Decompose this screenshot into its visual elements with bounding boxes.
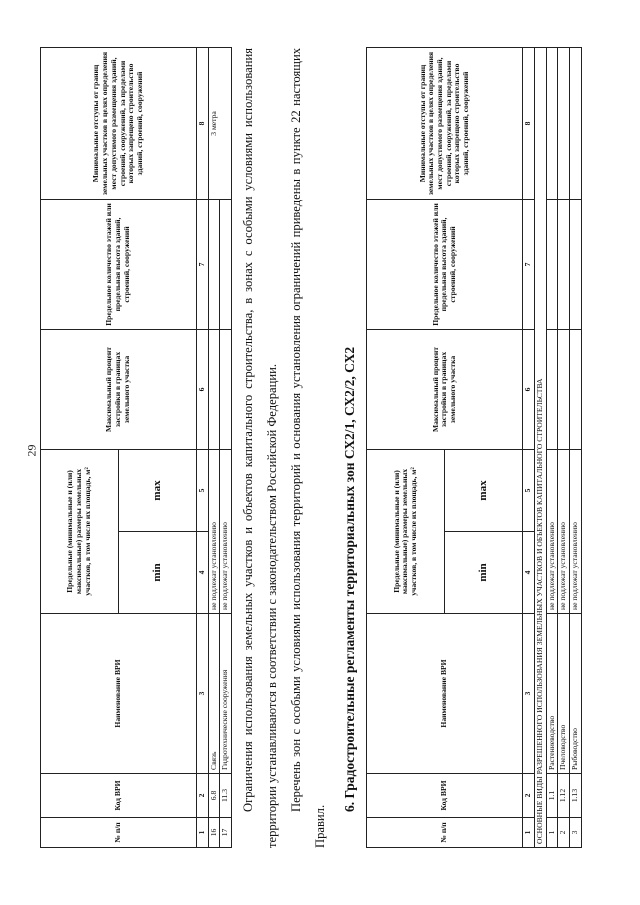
regulations-table-1 (40, 47, 232, 848)
col-number: 3 (523, 614, 535, 774)
col-header-size: Предельные (минимальные и (или) максимальные) размеры земельных участков, в том числе их площадь, м² (367, 449, 445, 613)
col-header-code: Код ВРИ (41, 774, 197, 818)
page-number: 29 (24, 444, 39, 457)
col-header-name: Наименование ВРИ (367, 614, 523, 774)
col-header-max: max (445, 449, 523, 531)
col-number: 1 (197, 818, 209, 848)
restrictions-paragraph: Ограничения использования земельных участков и объектов капитального строительства, в зонах с особыми условиями использования территории устанавливаются в соответствии с законодательством Российской Федерации. (241, 48, 280, 848)
col-header-setback: Минимальные отступы от границ земельных участков в целях определения мест допустимого размещения зданий, строений, сооружений, за пределами которых запрещено строительство зданий, строений, сооружений (367, 47, 523, 199)
col-header-code: Код ВРИ (367, 774, 523, 818)
section-heading: 6. Градостроительные регламенты территориальных зон СХ2/1, СХ2/2, СХ2 (342, 346, 358, 812)
col-header-setback: Минимальные отступы от границ земельных участков в целях определения мест допустимого размещения зданий, строений, сооружений, за пределами которых запрещено строительство зданий, строений, сооружений (41, 47, 197, 199)
col-header-num: № п/п (367, 818, 523, 848)
col-header-max: max (119, 449, 197, 531)
col-header-name: Наименование ВРИ (41, 614, 197, 774)
col-number: 6 (197, 329, 209, 449)
rotated-content (40, 48, 600, 848)
col-number: 5 (523, 449, 535, 531)
col-number: 8 (197, 47, 209, 199)
section-row (534, 47, 546, 847)
col-number: 1 (523, 818, 535, 848)
col-number: 7 (523, 199, 535, 329)
col-header-size: Предельные (минимальные и (или) максимальные) размеры земельных участков, в том числе их площадь, м² (41, 449, 119, 613)
col-header-num: № п/п (41, 818, 197, 848)
table-row: 17 11.3 Гидротехнические сооружения не подлежат установлению (220, 47, 232, 847)
table-row: 16 6.8 Связь не подлежат установлению 3 метра (208, 47, 220, 847)
col-number: 5 (197, 449, 209, 531)
table-row: 3 1.13 Рыбоводство не подлежат установлению (570, 47, 582, 847)
zones-paragraph: Перечень зон с особыми условиями использования территорий и основания установления ограничений приведены в пункте 22 настоящих Правил. (289, 48, 328, 848)
col-number: 2 (523, 774, 535, 818)
regulations-table-2 (366, 47, 582, 848)
setback-value: 3 метра (208, 47, 231, 199)
table-row: 2 1.12 Пчеловодство не подлежат установлению (558, 47, 570, 847)
col-number: 6 (523, 329, 535, 449)
col-number: 2 (197, 774, 209, 818)
col-header-percent: Максимальный процент застройки в границах земельного участка (367, 329, 523, 449)
col-header-min: min (119, 532, 197, 614)
col-number: 4 (197, 532, 209, 614)
col-header-floors: Предельное количество этажей или предельная высота зданий, строений, сооружений (367, 199, 523, 329)
col-number: 4 (523, 532, 535, 614)
col-number: 3 (197, 614, 209, 774)
col-number: 7 (197, 199, 209, 329)
col-header-floors: Предельное количество этажей или предельная высота зданий, строений, сооружений (41, 199, 197, 329)
col-header-min: min (445, 532, 523, 614)
section-label: ОСНОВНЫЕ ВИДЫ РАЗРЕШЕННОГО ИСПОЛЬЗОВАНИЯ ЗЕМЕЛЬНЫХ УЧАСТКОВ И ОБЪЕКТОВ КАПИТАЛЬНОГО СТРОИТЕЛЬСТВА (534, 47, 546, 847)
col-number: 8 (523, 47, 535, 199)
table-row: 1 1.1 Растениеводство не подлежат установлению (546, 47, 558, 847)
col-header-percent: Максимальный процент застройки в границах земельного участка (41, 329, 197, 449)
